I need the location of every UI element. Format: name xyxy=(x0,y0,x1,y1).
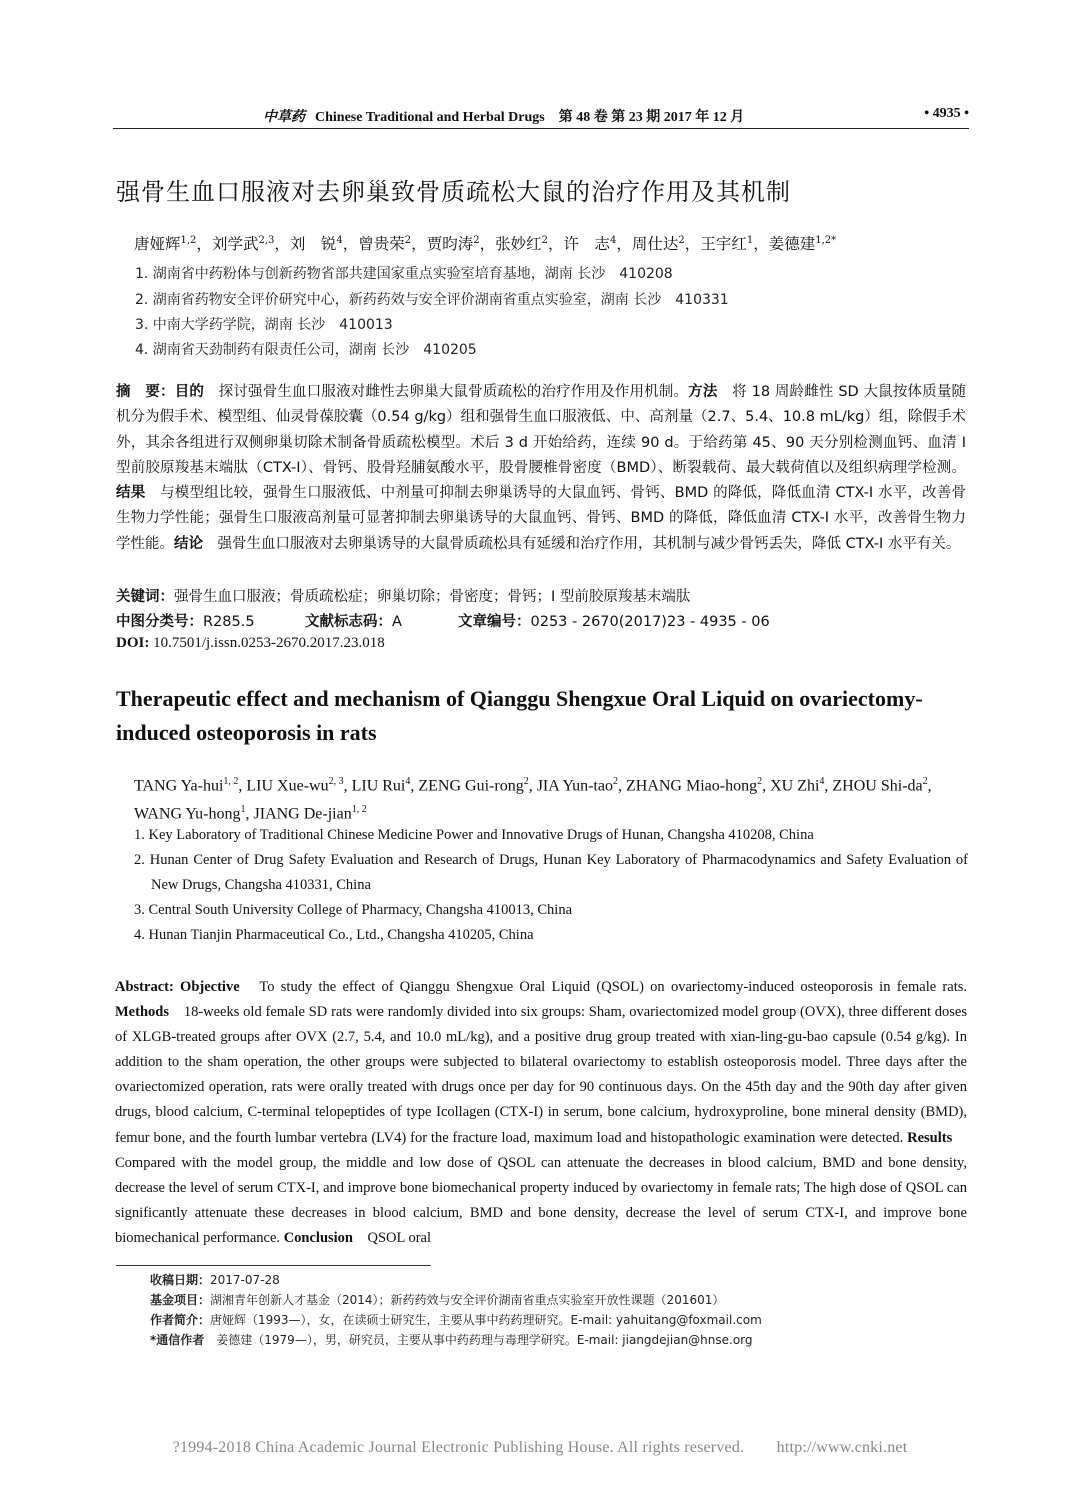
cn-abstract xyxy=(116,380,966,557)
cn-article-no-line xyxy=(458,610,770,631)
cn-affiliation-4: 4. 湖南省天劲制药有限责任公司，湖南 长沙 410205 xyxy=(135,342,477,358)
author-name: 刘 锐 xyxy=(289,235,337,253)
author-name: XU Zhi xyxy=(770,777,820,795)
cn-clc-line xyxy=(116,610,255,631)
en-title: Therapeutic effect and mechanism of Qianggu Shengxue Oral Liquid on ovariectomy-induced osteoporosis in rats xyxy=(116,686,923,745)
journal-en-name: Chinese Traditional and Herbal Drugs xyxy=(315,110,545,125)
author-name: ZHANG Miao-hong xyxy=(625,777,758,795)
footnote-rule xyxy=(116,1265,431,1266)
en-objective: To study the effect of Qianggu Shengxue Oral Liquid (QSOL) on ovariectomy-induced osteoporosis in female rats. xyxy=(239,979,967,995)
author-affiliation-mark: 2 xyxy=(678,234,685,246)
author-affiliation-mark: 1, 2 xyxy=(223,776,239,787)
author-affiliation-mark: 1 xyxy=(746,234,754,246)
footnote-author: 作者简介：唐娅辉（1993—），女，在读硕士研究生，主要从事中药药理研究。E-mail: yahuitang@foxmail.com xyxy=(150,1313,762,1327)
cn-keywords-text: 强骨生血口服液；骨质疏松症；卵巢切除；骨密度；骨钙；I 型前胶原羧基末端肽 xyxy=(174,589,691,605)
author-name: 王宇红 xyxy=(700,235,747,253)
cn-affiliation-2: 2. 湖南省药物安全评价研究中心，新药药效与安全评价湖南省重点实验室，湖南 长沙 410331 xyxy=(135,292,729,308)
cn-affiliation-3: 3. 中南大学药学院，湖南 长沙 410013 xyxy=(135,317,393,333)
en-conclusion-label: Conclusion xyxy=(283,1229,353,1246)
en-results: Compared with the model group, the middle and low dose of QSOL can attenuate the decreases in blood calcium, BMD and bone density, decrease the level of serum CTX-I, and improve bone biomechanical property induced by ovariectomy in female rats; The high dose of QSOL can significantly attenuate these decreases in blood calcium, BMD and bone density, decrease the level of serum CTX-I, and improve bone biomechanical performance. xyxy=(115,1129,968,1246)
cn-doi: 10.7501/j.issn.0253-2670.2017.23.018 xyxy=(149,635,385,651)
en-affiliation-2: 2. Hunan Center of Drug Safety Evaluation and Research of Drugs, Hunan Key Laboratory of Pharmacodynamics and Safety Evaluation of New Drugs, Changsha 410331, China xyxy=(134,852,968,893)
author-name: 贾昀涛 xyxy=(426,235,474,253)
cn-clc: R285.5 xyxy=(203,614,255,630)
author-name: 曾贵荣 xyxy=(358,235,405,253)
author-affiliation-mark: 1,2* xyxy=(815,234,837,246)
cn-doc-code: A xyxy=(392,614,402,630)
author-name: ZENG Gui-rong xyxy=(418,777,524,795)
author-affiliation-mark: 4 xyxy=(819,776,825,787)
footnote-fund: 基金项目：湖湘青年创新人才基金（2014）；新药药效与安全评价湖南省重点实验室开放性课题（201601） xyxy=(150,1293,725,1307)
en-abstract xyxy=(115,975,967,1251)
cn-article-no: 0253 - 2670(2017)23 - 4935 - 06 xyxy=(530,614,770,630)
cn-methods: 将 18 周龄雌性 SD 大鼠按体质量随机分为假手术、模型组、仙灵骨葆胶囊（0.54 g/kg）组和强骨生血口服液低、中、高剂量（2.7、5.4、10.8 mL/kg）组，除假手术外，其余各组进行双侧卵巢切除术制备骨质疏松模型。术后 3 d 开始给药，连续 90 d。于给药第 45、90 天分别检测血钙、血清 I 型前胶原羧基末端肽（CTX-I）、骨钙、股骨羟脯氨酸水平，股骨腰椎骨密度（BMD）、断裂载荷、最大载荷值以及组织病理学检测。 xyxy=(116,384,967,476)
author-name: LIU Rui xyxy=(351,777,406,795)
en-affiliation-3: 3. Central South University College of Pharmacy, Changsha 410013, China xyxy=(134,902,573,918)
author-affiliation-mark: 2 xyxy=(541,234,548,246)
author-affiliation-mark: 2 xyxy=(757,776,763,787)
author-name: 许 志 xyxy=(563,235,611,253)
journal-cn-name: 中草药 xyxy=(263,109,305,125)
cn-objective-label: 目的 xyxy=(174,384,205,400)
author-affiliation-mark: 2, 3 xyxy=(328,776,344,787)
cn-title: 强骨生血口服液对去卵巢致骨质疏松大鼠的治疗作用及其机制 xyxy=(116,178,791,206)
author-affiliation-mark: 4 xyxy=(336,234,343,246)
running-header xyxy=(113,106,969,128)
cn-affiliation-1: 1. 湖南省中药粉体与创新药物省部共建国家重点实验室培育基地，湖南 长沙 410208 xyxy=(135,266,673,282)
cn-conclusion: 强骨生血口服液对去卵巢诱导的大鼠骨质疏松具有延缓和治疗作用，其机制与减少骨钙丢失，降低 CTX-I 水平有关。 xyxy=(203,535,961,552)
cn-clc-label: 中图分类号： xyxy=(116,614,203,630)
volume-issue: 第 48 卷 第 23 期 2017 年 12 月 xyxy=(558,110,745,125)
footnote-received: 收稿日期：2017-07-28 xyxy=(150,1273,280,1287)
author-name: WANG Yu-hong xyxy=(134,805,241,823)
cn-results-label: 结果 xyxy=(116,485,146,502)
copyright-watermark: ?1994-2018 China Academic Journal Electronic Publishing House. All rights reserved. http://www.cnki.net xyxy=(172,1439,908,1456)
cn-doc-code-line xyxy=(305,610,402,631)
cn-objective: 探讨强骨生血口服液对雌性去卵巢大鼠骨质疏松的治疗作用及作用机制。 xyxy=(204,384,689,400)
author-affiliation-mark: 2 xyxy=(523,776,529,787)
author-name: JIA Yun-tao xyxy=(536,777,613,795)
author-name: TANG Ya-hui xyxy=(134,777,224,795)
author-name: 唐娅辉 xyxy=(134,235,181,253)
cn-keywords-label: 关键词： xyxy=(116,589,174,605)
en-objective-label: Abstract: Objective xyxy=(115,979,240,995)
author-name: 刘学武 xyxy=(211,235,259,253)
author-name: LIU Xue-wu xyxy=(246,777,329,795)
en-conclusion: QSOL oral xyxy=(353,1229,431,1246)
cn-keywords xyxy=(116,585,690,606)
en-affiliation-1: 1. Key Laboratory of Traditional Chinese Medicine Power and Innovative Drugs of Hunan, Changsha 410208, China xyxy=(134,827,814,843)
author-affiliation-mark: 2 xyxy=(922,776,928,787)
author-name: 周仕达 xyxy=(631,235,679,253)
author-affiliation-mark: 2 xyxy=(404,234,412,246)
author-name: 姜德建 xyxy=(768,235,816,253)
en-affiliation-4: 4. Hunan Tianjin Pharmaceutical Co., Ltd., Changsha 410205, China xyxy=(134,927,534,943)
author-affiliation-mark: 1,2 xyxy=(180,234,197,246)
author-name: ZHOU Shi-da xyxy=(832,777,923,795)
header-rule xyxy=(113,128,969,129)
author-affiliation-mark: 1, 2 xyxy=(351,804,367,816)
author-affiliation-mark: 1 xyxy=(240,804,246,816)
en-results-label: Results xyxy=(907,1129,953,1146)
author-name: JIANG De-jian xyxy=(253,805,352,823)
cn-doc-code-label: 文献标志码： xyxy=(305,614,392,630)
cn-abstract-label: 摘 要： xyxy=(116,384,175,400)
author-affiliation-mark: 2 xyxy=(473,234,480,246)
cn-authors: 唐娅辉$^{1,2}$，刘学武$^{2,3}$，刘 锐$^4$，曾贵荣$^2$，贾昀涛$^2$，张妙红$^2$，许 志$^4$，周仕达$^2$，王宇红$^1$，姜德建$^{1,2*}$ xyxy=(134,234,837,253)
cn-article-no-label: 文章编号： xyxy=(458,614,531,630)
footnote-corresponding: *通信作者 姜德建（1979—），男，研究员，主要从事中药药理与毒理学研究。E-mail: jiangdejian@hnse.org xyxy=(150,1333,753,1347)
author-affiliation-mark: 4 xyxy=(405,776,411,787)
en-methods-label: Methods xyxy=(115,1004,169,1021)
cn-doi-line xyxy=(116,635,385,652)
page-number: • 4935 • xyxy=(924,106,969,121)
en-authors: TANG Ya-hui$^{1, 2}$, LIU Xue-wu$^{2, 3}$, LIU Rui$^4$, ZENG Gui-rong$^2$, JIA Yun-tao$^2$, ZHANG Miao-hong$^2$, XU Zhi$^4$, ZHOU Shi-$da^2$, WANG Yu-hong$^1$, JIANG De-jian$^{1, 2}$ xyxy=(134,776,932,823)
en-methods: 18-weeks old female SD rats were randomly divided into six groups: Sham, ovariectomized model group (OVX), three different doses of XLGB-treated groups after OVX (2.7, 5.4, and 10.0 mL/kg), and a positive drug group treated with xian-ling-gu-bao capsule (0.54 g/kg). In addition to the sham operation, the other groups were subjected to bilateral ovariectomy to establish osteoporosis model. Three days after the ovariectomized operation, rats were orally treated with drugs once per day for 90 continuous days. On the 45th day and the 90th day after given drugs, blood calcium, C-terminal telopeptides of type Icollagen (CTX-I) in serum, bone calcium, hydroxyproline, bone mineral density (BMD), femur bone, and the fourth lumbar vertebra (LV4) for the fracture load, maximum load and histopathologic examination were detected. xyxy=(115,1004,967,1146)
author-affiliation-mark: 4 xyxy=(610,234,617,246)
cn-doi-label: DOI: xyxy=(116,635,150,651)
cn-conclusion-label: 结论 xyxy=(174,535,203,552)
author-affiliation-mark: 2 xyxy=(612,776,618,787)
cn-methods-label: 方法 xyxy=(688,384,718,400)
author-name: 张妙红 xyxy=(495,235,542,253)
author-affiliation-mark: 2,3 xyxy=(258,234,275,246)
cn-results: 与模型组比较，强骨生口服液低、中剂量可抑制去卵巢诱导的大鼠血钙、骨钙、BMD 的降低，降低血清 CTX-I 水平，改善骨生物力学性能；强骨生口服液高剂量可显著抑制去卵巢诱导的大鼠血钙、骨钙、BMD 的降低，降低血清 CTX-I 水平，改善骨生物力学性能。 xyxy=(116,485,966,552)
journal-line xyxy=(263,106,744,126)
